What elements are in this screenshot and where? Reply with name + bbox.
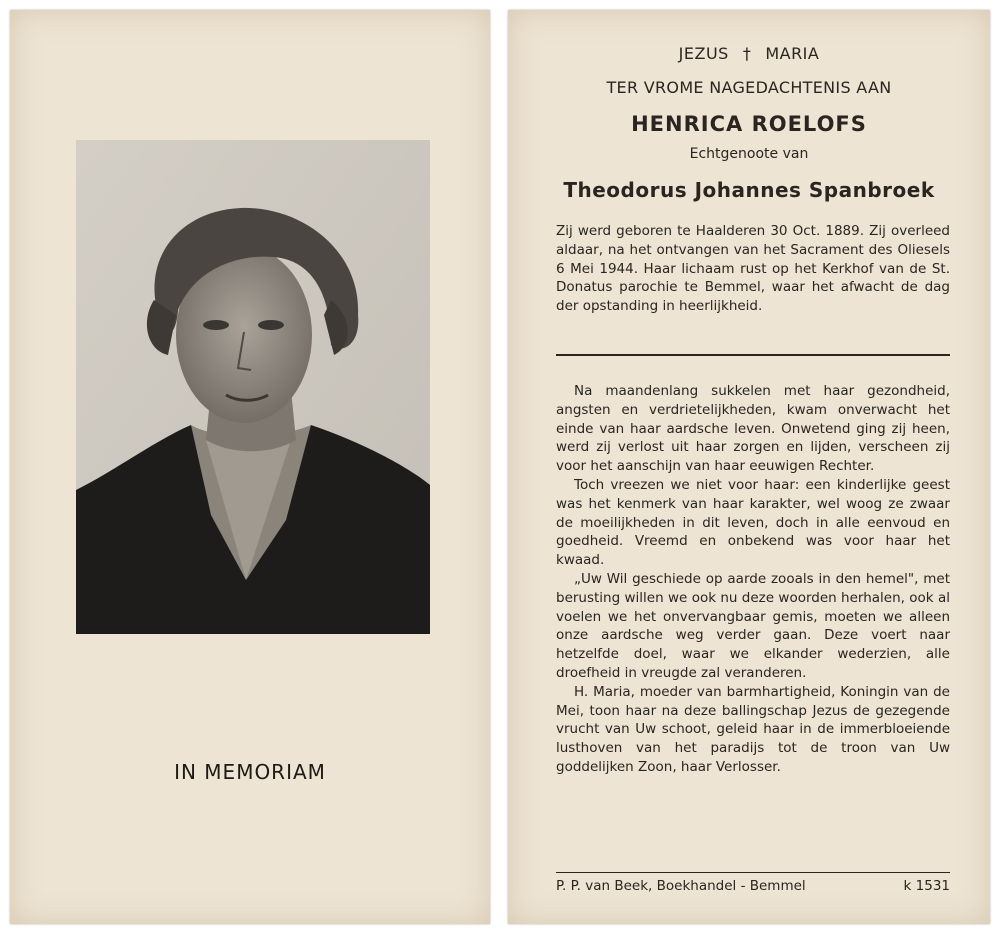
biography-text: Zij werd geboren te Haalderen 30 Oct. 1889. Zij overleed aldaar, na het ontvangen van het Sacrament des Oliesels 6 Mei 1944. Haar lichaam rust op het Kerkhof van de St. Donatus parochie te Bemmel, waar het afwacht de dag der opstanding in heerlijkheid. — [556, 223, 950, 315]
memorial-card-back — [508, 10, 990, 924]
paragraph: Na maandenlang sukkelen met haar gezondheid, angsten en verdrietelijkheden, kwam onverwacht het einde van haar aardsche leven. Onwetend ging zij heen, werd zij verlost uit haar zorgen en lijden, verscheen zij voor het aanschijn van haar eeuwigen Rechter. — [556, 383, 950, 475]
printer-name: P. P. van Beek, Boekhandel - Bemmel — [556, 878, 806, 894]
in-memoriam-title: IN MEMORIAM — [174, 760, 326, 784]
memorial-text — [556, 382, 950, 777]
paragraph: Toch vreezen we niet voor haar: een kinderlijke geest was het kenmerk van haar karakter, wel woog ze zwaar de moeilijkheden in dit leven, doch in alle eenvoud en goedheid. Vreemd en onbekend was voor haar het kwaad. — [556, 476, 950, 569]
header-jezus: JEZUS — [678, 44, 729, 63]
jezus-maria-header — [508, 44, 990, 63]
portrait-illustration — [76, 140, 430, 634]
footer-divider — [556, 872, 950, 873]
deceased-name: HENRICA ROELOFS — [631, 112, 867, 136]
cross-icon: † — [742, 44, 752, 63]
divider — [556, 354, 950, 356]
husband-name: Theodorus Johannes Spanbroek — [563, 178, 935, 202]
spouse-of-label: Echtgenoote van — [689, 146, 809, 162]
printer-line — [556, 878, 950, 894]
print-code: k 1531 — [903, 878, 950, 894]
paragraph: „Uw Wil geschiede op aarde zooals in den hemel", met berusting willen we ook nu deze woorden herhalen, ook al voelen we het onvervangbaar gemis, moeten we alleen onze aardsche weg verder gaan. Deze voert naar hetzelfde doel, waar we elkander wederzien, alle droefheid in vreugde zal veranderen. — [556, 570, 950, 681]
header-maria: MARIA — [765, 44, 820, 63]
dedication-line: TER VROME NAGEDACHTENIS AAN — [606, 78, 892, 97]
biography — [556, 222, 950, 316]
paragraph: H. Maria, moeder van barmhartigheid, Koningin van de Mei, toon haar na deze ballingschap Jezus de gezegende vrucht van Uw schoot, geleid haar in de immerbloeiende lusthoven van het paradijs tot de troon van Uw goddelijken Zoon, haar Verlosser. — [556, 683, 950, 775]
portrait-photo — [76, 140, 430, 634]
memorial-card-front — [10, 10, 490, 924]
